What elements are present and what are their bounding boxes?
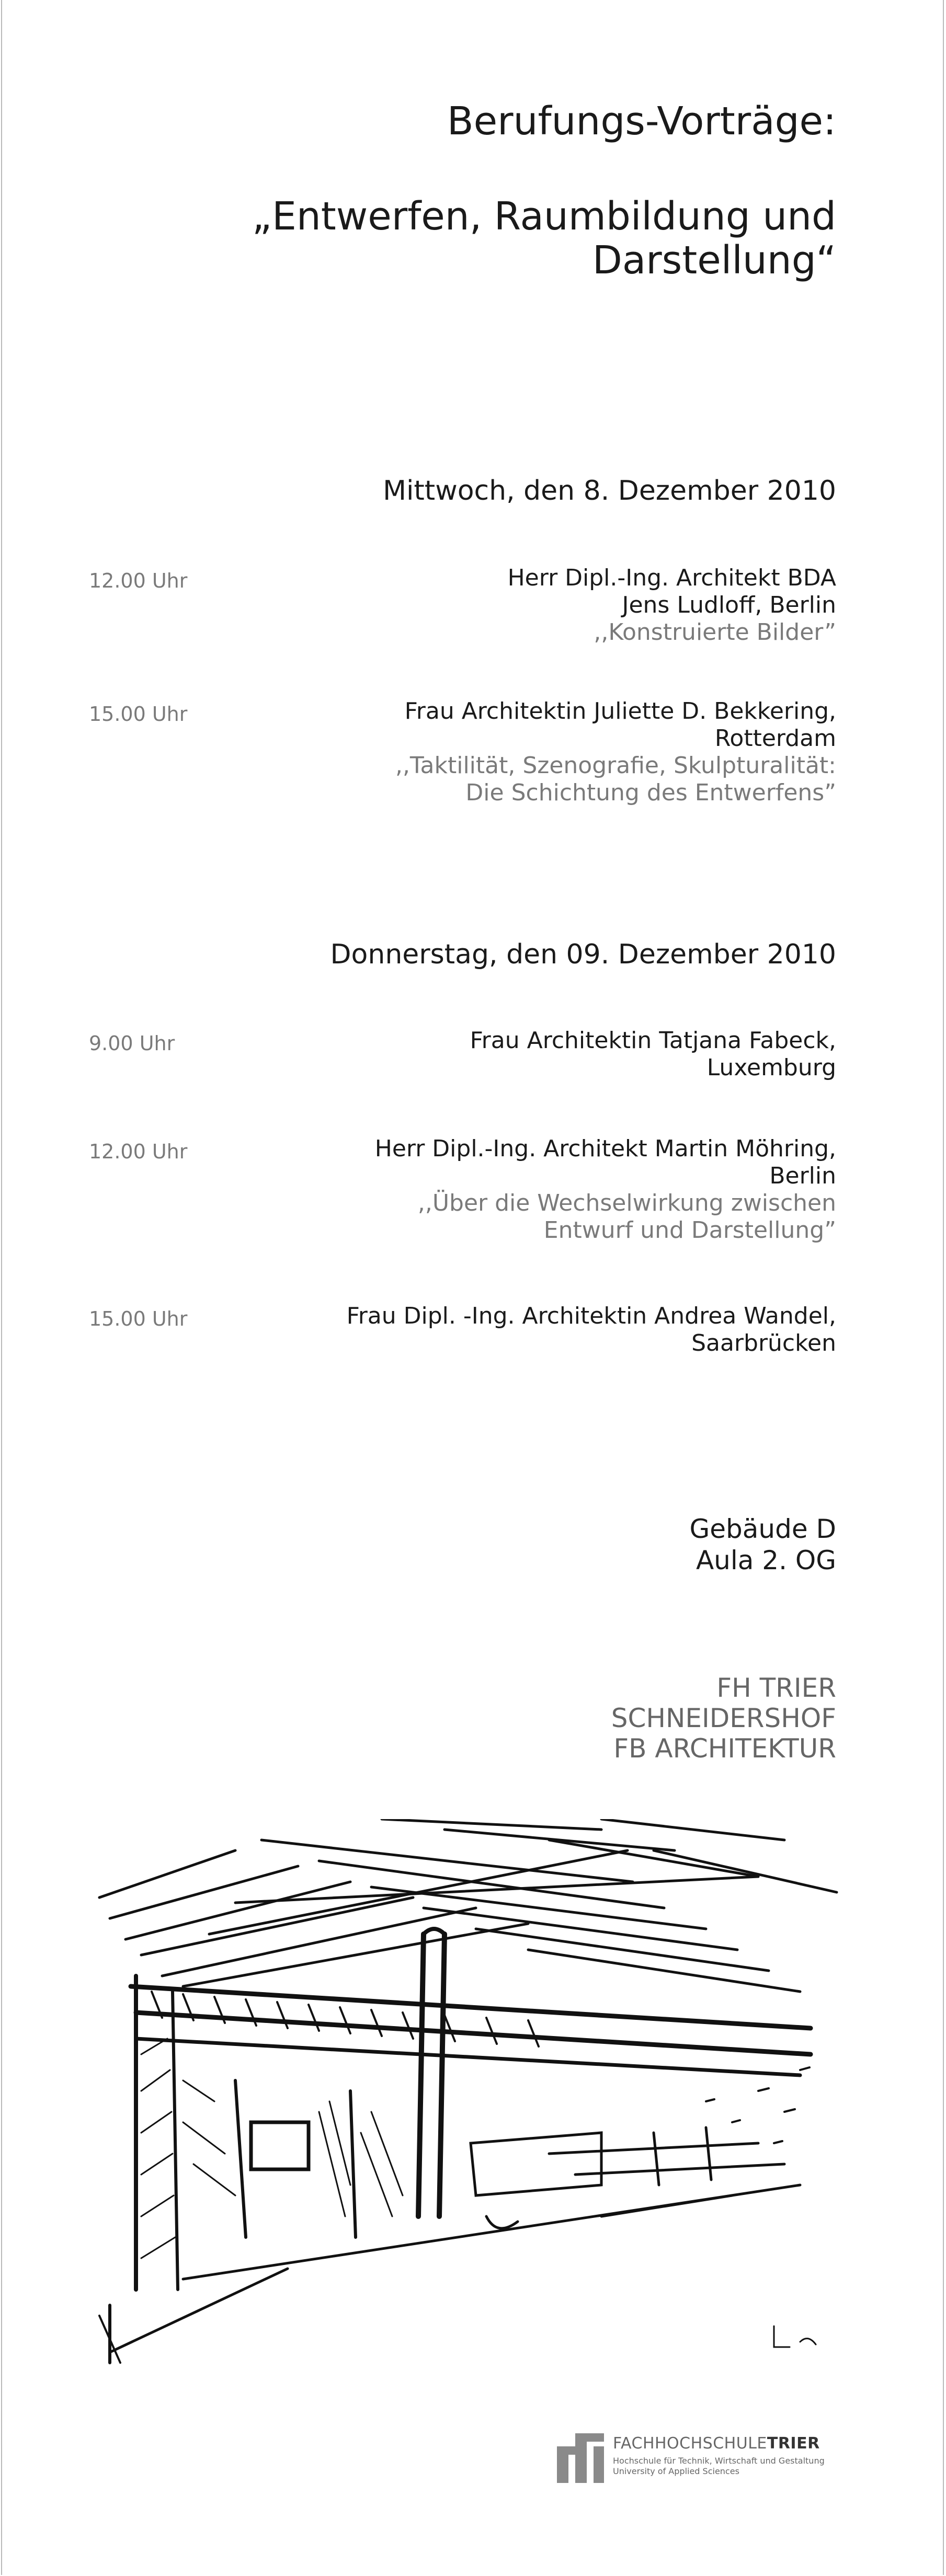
event-details [261, 1027, 836, 1082]
logo-wordmark [613, 2435, 820, 2453]
event-time: 15.00 Uhr [89, 1307, 188, 1330]
event-details [261, 1303, 836, 1357]
school-line: FH TRIER [716, 1673, 836, 1703]
school-line: FB ARCHITEKTUR [613, 1733, 836, 1764]
speaker-line: Luxemburg [706, 1054, 836, 1081]
venue-room: Aula 2. OG [696, 1545, 836, 1576]
talk-title-line: Entwurf und Darstellung” [543, 1217, 836, 1244]
venue-block [418, 1513, 836, 1576]
speaker-line: Berlin [769, 1163, 836, 1189]
subtitle-line-1: „Entwerfen, Raumbildung und [252, 194, 836, 239]
day-heading-thursday: Donnerstag, den 09. Dezember 2010 [330, 939, 836, 970]
school-line: SCHNEIDERSHOF [611, 1703, 836, 1733]
talk-title-line: ,,Konstruierte Bilder” [594, 619, 836, 646]
subtitle-line-2: Darstellung“ [592, 238, 836, 283]
event-details [261, 1135, 836, 1244]
event-time: 9.00 Uhr [89, 1032, 175, 1055]
talk-title-line: Die Schichtung des Entwerfens” [465, 779, 836, 806]
event-time: 15.00 Uhr [89, 703, 188, 726]
speaker-line: Jens Ludloff, Berlin [622, 592, 836, 618]
logo-name-bold: TRIER [767, 2434, 820, 2453]
event-details [261, 565, 836, 646]
speaker-line: Herr Dipl.-Ing. Architekt BDA [507, 565, 836, 591]
speaker-line: Frau Architektin Juliette D. Bekkering, [404, 698, 836, 724]
poster-title: Berufungs-Vorträge: [447, 99, 836, 144]
logo-subtitle-2: University of Applied Sciences [613, 2466, 739, 2476]
day-heading-wednesday: Mittwoch, den 8. Dezember 2010 [383, 475, 836, 507]
school-block [418, 1673, 836, 1764]
event-time: 12.00 Uhr [89, 1140, 188, 1163]
venue-building: Gebäude D [689, 1514, 836, 1544]
event-details [261, 698, 836, 807]
speaker-line: Herr Dipl.-Ing. Architekt Martin Möhring, [374, 1135, 836, 1162]
event-time: 12.00 Uhr [89, 569, 188, 592]
talk-title-line: ,,Über die Wechselwirkung zwischen [417, 1190, 836, 1216]
speaker-line: Frau Architektin Tatjana Fabeck, [470, 1027, 836, 1054]
logo-name-prefix: FACHHOCHSCHULE [613, 2434, 767, 2453]
talk-title-line: ,,Taktilität, Szenografie, Skulpturalität: [395, 752, 836, 779]
poster-subtitle [104, 194, 836, 282]
fh-trier-logo [554, 2431, 847, 2488]
speaker-line: Saarbrücken [691, 1330, 836, 1356]
speaker-line: Rotterdam [714, 725, 836, 752]
fh-trier-logo-icon [554, 2431, 607, 2483]
speaker-line: Frau Dipl. -Ing. Architektin Andrea Wandel, [346, 1303, 836, 1329]
architecture-sketch-illustration [78, 1819, 852, 2373]
logo-subtitle-1: Hochschule für Technik, Wirtschaft und Gestaltung [613, 2456, 825, 2466]
